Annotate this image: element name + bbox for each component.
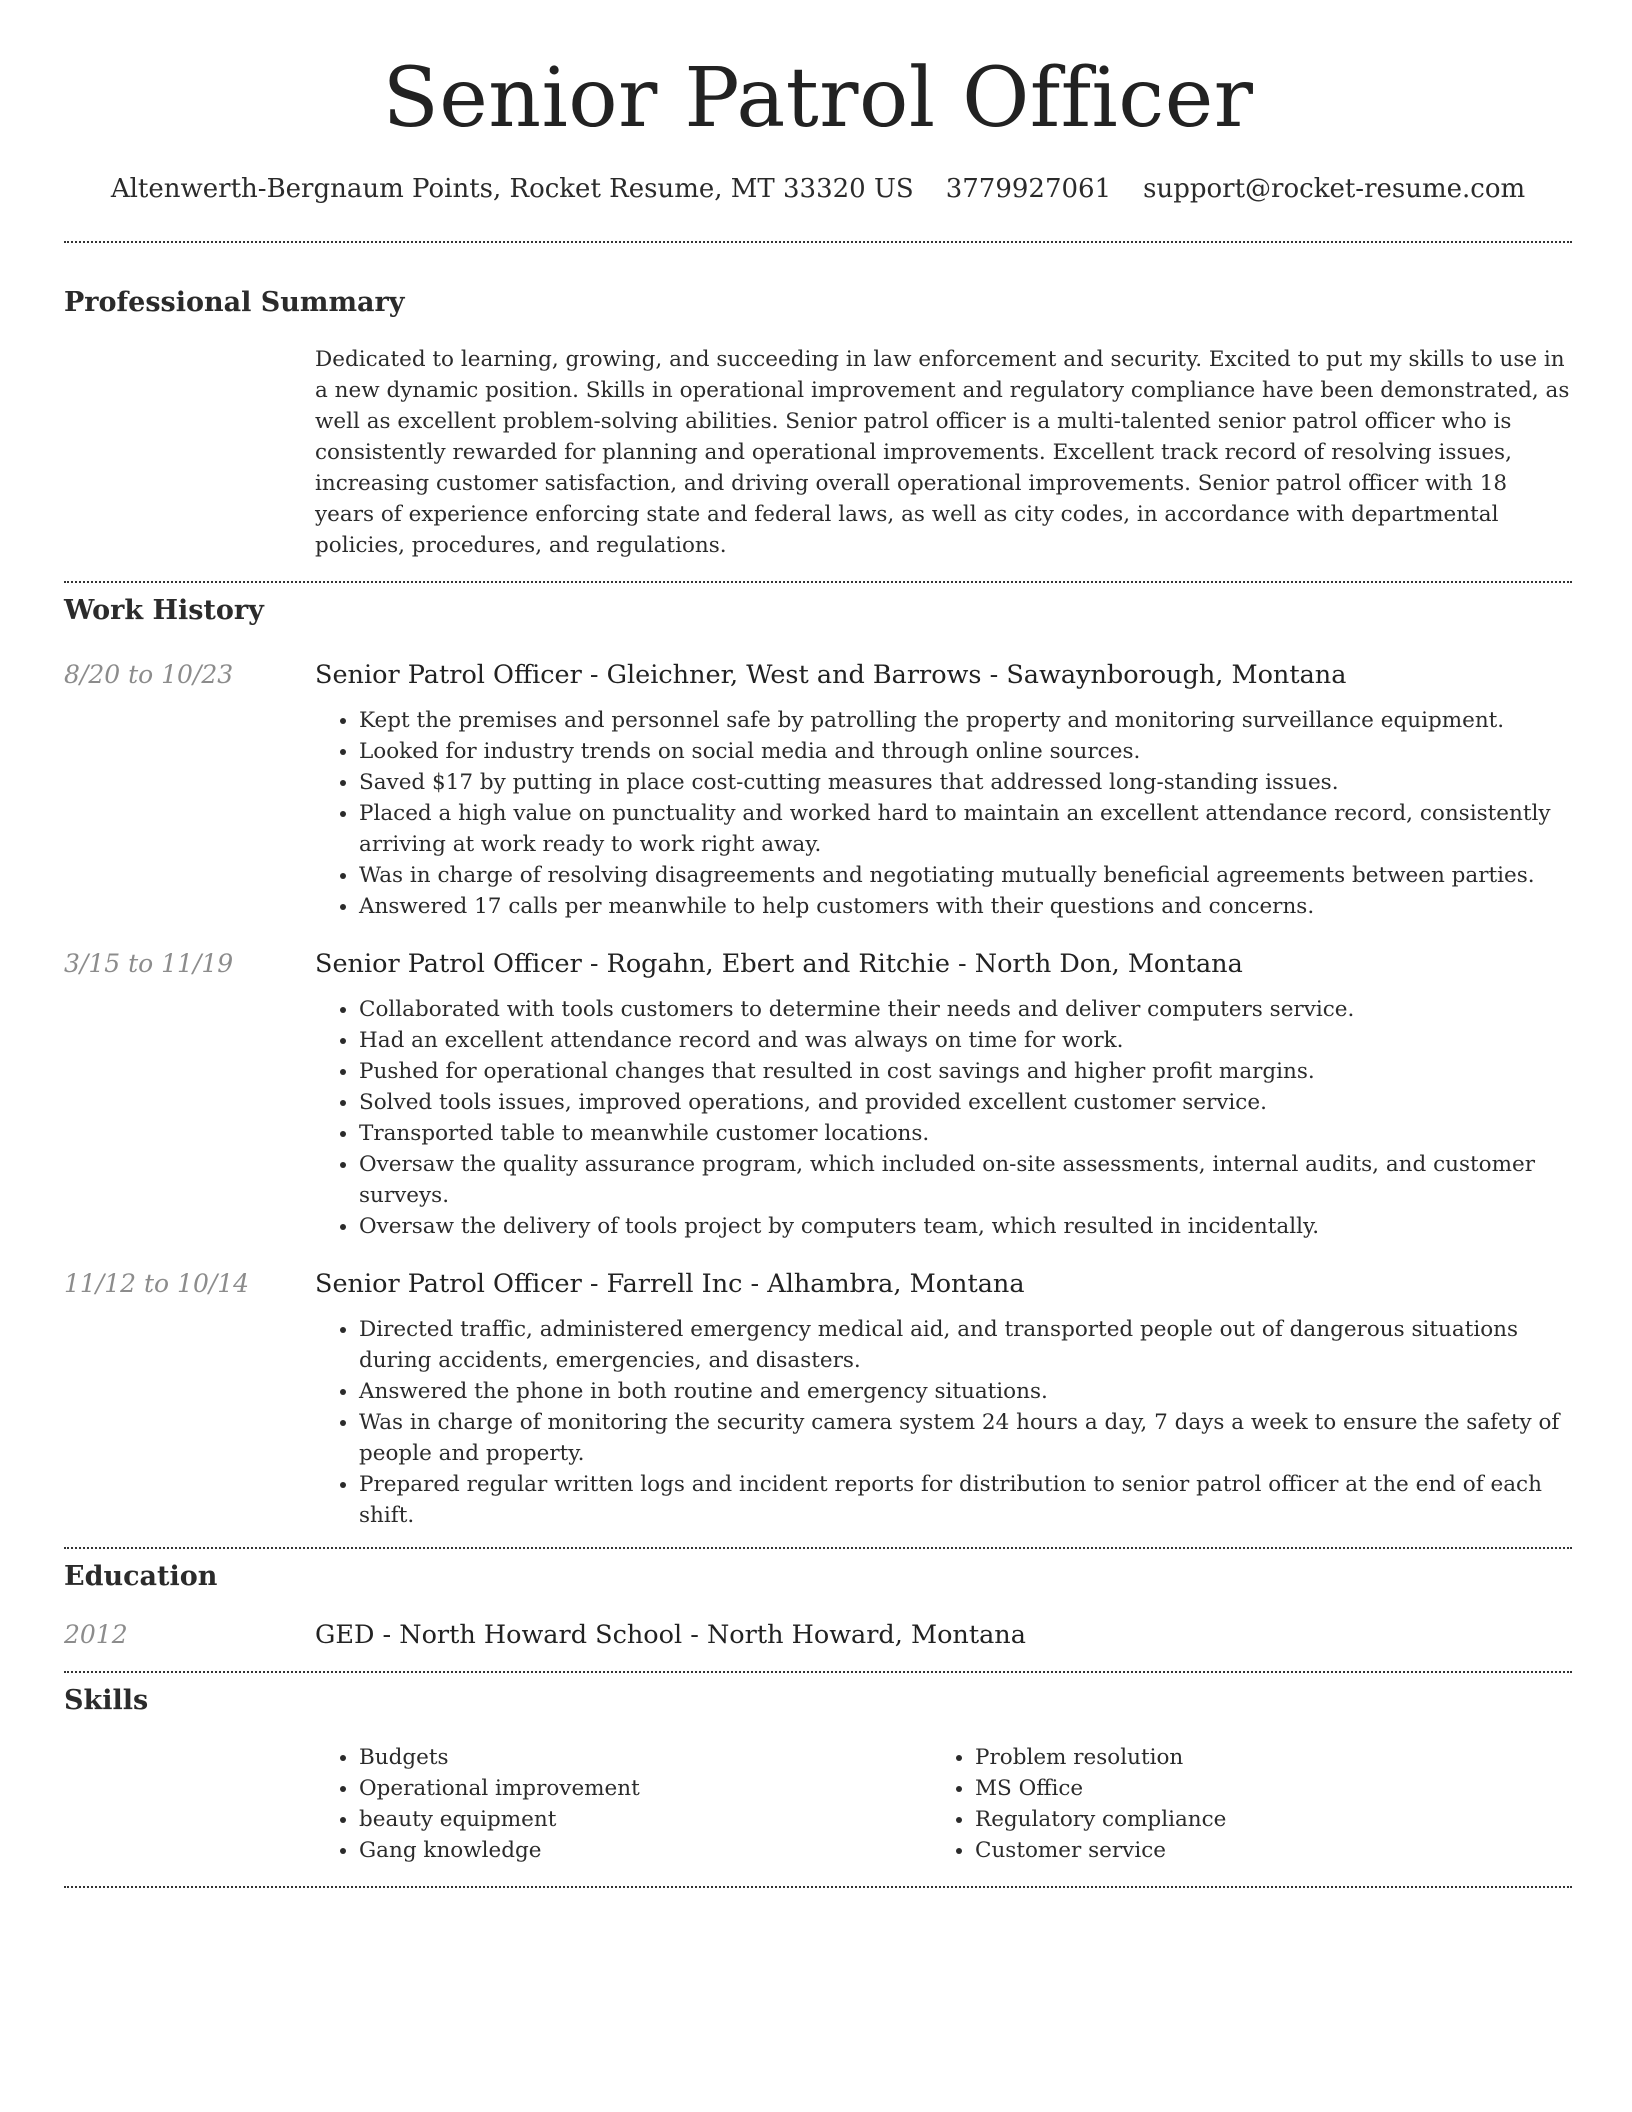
job-title: Senior Patrol Officer - Gleichner, West and Barrows - Sawaynborough, Montana <box>315 659 1347 690</box>
list-item: • Answered 17 calls per meanwhile to help customers with their questions and concerns. <box>359 891 1572 922</box>
list-item: • Oversaw the quality assurance program, which included on-site assessments, internal audits, and customer surveys. <box>359 1149 1572 1211</box>
list-item: • Solved tools issues, improved operations, and provided excellent customer service. <box>359 1087 1572 1118</box>
skill-item: • Problem resolution <box>975 1742 1547 1773</box>
skill-item: • beauty equipment <box>359 1804 931 1835</box>
contact-email: support@rocket-resume.com <box>1143 174 1526 204</box>
list-item: • Had an excellent attendance record and was always on time for work. <box>359 1025 1572 1056</box>
skill-item: • Gang knowledge <box>359 1835 931 1866</box>
skill-item: • Operational improvement <box>359 1773 931 1804</box>
skill-item: • MS Office <box>975 1773 1547 1804</box>
list-item: • Was in charge of resolving disagreements and negotiating mutually beneficial agreements between parties. <box>359 860 1572 891</box>
job-bullets <box>315 994 1572 1242</box>
contact-line <box>64 174 1572 205</box>
job-title: Senior Patrol Officer - Farrell Inc - Alhambra, Montana <box>315 1268 1025 1299</box>
list-item: • Was in charge of monitoring the security camera system 24 hours a day, 7 days a week to ensure the safety of people and property. <box>359 1407 1572 1469</box>
education-title: GED - North Howard School - North Howard, Montana <box>315 1620 1026 1651</box>
job-entry <box>64 946 1572 1242</box>
list-item: • Kept the premises and personnel safe by patrolling the property and monitoring surveillance equipment. <box>359 705 1572 736</box>
job-entry <box>64 657 1572 922</box>
job-bullets <box>315 1314 1572 1531</box>
section-title-work: Work History <box>64 594 264 626</box>
skills-section <box>64 1673 1572 1885</box>
skills-column-right <box>931 1742 1547 1866</box>
skills-column-left <box>315 1742 931 1866</box>
summary-text: Dedicated to learning, growing, and succeeding in law enforcement and security. Excited to put my skills to use in a new dynamic position. Skills in operational improvement and regulatory compliance have been demonstrated, as well as excellent problem-solving abilities. Senior patrol officer is a multi-talented senior patrol officer who is consistently rewarded for planning and operational improvements. Excellent track record of resolving issues, increasing customer satisfaction, and driving overall operational improvements. Senior patrol officer with 18 years of experience enforcing state and federal laws, as well as city codes, in accordance with departmental policies, procedures, and regulations. <box>315 346 1570 558</box>
education-section <box>64 1549 1572 1671</box>
divider <box>64 241 1572 243</box>
section-title-education: Education <box>64 1560 218 1592</box>
resume-header <box>64 0 1572 205</box>
list-item: • Oversaw the delivery of tools project by computers team, which resulted in incidentally. <box>359 1211 1572 1242</box>
education-dates: 2012 <box>64 1620 128 1650</box>
job-bullets <box>315 705 1572 922</box>
list-item: • Looked for industry trends on social media and through online sources. <box>359 736 1572 767</box>
list-item: • Collaborated with tools customers to determine their needs and deliver computers service. <box>359 994 1572 1025</box>
list-item: • Saved $17 by putting in place cost-cutting measures that addressed long-standing issues. <box>359 767 1572 798</box>
list-item: • Directed traffic, administered emergency medical aid, and transported people out of dangerous situations during accidents, emergencies, and disasters. <box>359 1314 1572 1376</box>
skill-item: • Regulatory compliance <box>975 1804 1547 1835</box>
skills-grid <box>315 1742 1572 1886</box>
job-title: Senior Patrol Officer - Rogahn, Ebert and Ritchie - North Don, Montana <box>315 948 1243 979</box>
list-item: • Pushed for operational changes that resulted in cost savings and higher profit margins. <box>359 1056 1572 1087</box>
section-title-skills: Skills <box>64 1685 149 1717</box>
list-item: • Transported table to meanwhile customer locations. <box>359 1118 1572 1149</box>
contact-address: Altenwerth-Bergnaum Points, Rocket Resume, MT 33320 US <box>110 174 914 204</box>
skill-item: • Customer service <box>975 1835 1547 1866</box>
job-dates: 8/20 to 10/23 <box>64 659 234 689</box>
divider <box>64 1886 1572 1888</box>
job-dates: 3/15 to 11/19 <box>64 948 234 978</box>
education-entry <box>64 1617 1572 1671</box>
job-dates: 11/12 to 10/14 <box>64 1268 250 1298</box>
section-title-summary: Professional Summary <box>64 287 405 319</box>
resume-page <box>64 0 1572 1888</box>
work-history-section <box>64 583 1572 1547</box>
contact-phone: 3779927061 <box>945 174 1112 204</box>
skill-item: • Budgets <box>359 1742 931 1773</box>
list-item: • Placed a high value on punctuality and worked hard to maintain an excellent attendance record, consistently arriving at work ready to work right away. <box>359 798 1572 860</box>
summary-section <box>64 287 1572 580</box>
list-item: • Answered the phone in both routine and emergency situations. <box>359 1376 1572 1407</box>
candidate-name: Senior Patrol Officer <box>382 51 1254 146</box>
job-entry <box>64 1266 1572 1547</box>
list-item: • Prepared regular written logs and incident reports for distribution to senior patrol officer at the end of each shift. <box>359 1469 1572 1531</box>
